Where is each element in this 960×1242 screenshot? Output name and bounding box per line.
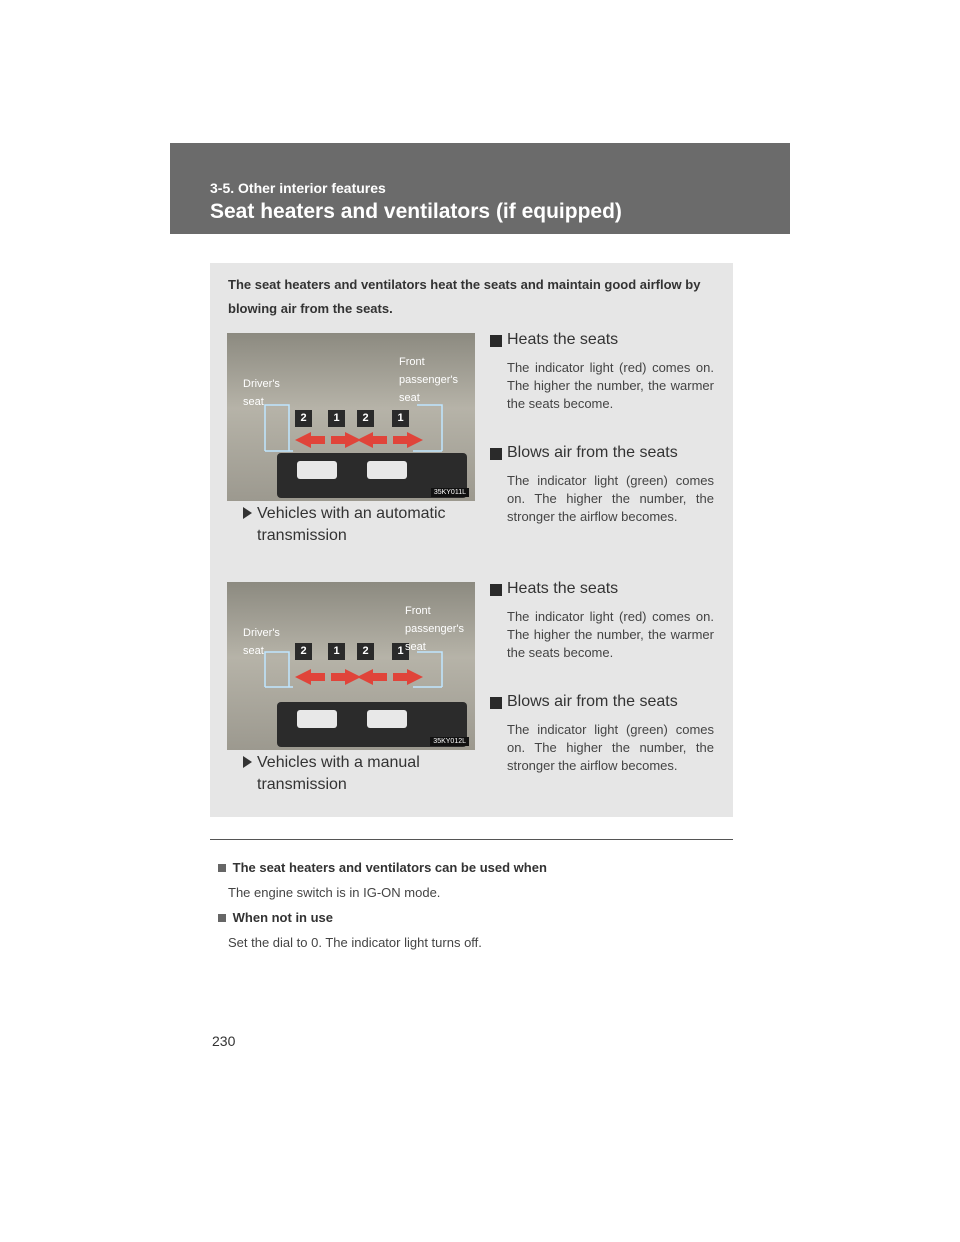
item-desc: The indicator light (red) comes on. The higher the number, the warmer the seats become. xyxy=(507,609,714,660)
note-heading-text: The seat heaters and ventilators can be used when xyxy=(232,860,547,875)
note-body: Set the dial to 0. The indicator light turns off. xyxy=(228,935,482,950)
divider xyxy=(210,839,733,840)
number-1-icon xyxy=(490,584,502,596)
figure-code: 35KY011L xyxy=(431,488,469,497)
figure-caption-manual xyxy=(257,752,472,796)
note-heading xyxy=(218,860,547,875)
badge: 2 xyxy=(295,410,312,427)
caption-text: Vehicles with an automatic transmission xyxy=(257,505,446,544)
figure-code: 35KY012L xyxy=(430,737,469,746)
passenger-seat-label: Front passenger's seat xyxy=(399,356,458,404)
badge: 2 xyxy=(295,643,312,660)
figure-caption-automatic xyxy=(257,503,472,547)
number-1-icon xyxy=(490,335,502,347)
badge: 1 xyxy=(328,410,345,427)
page-title: Seat heaters and ventilators (if equipped) xyxy=(210,200,622,223)
item-desc: The indicator light (green) comes on. The higher the number, the stronger the airflow becomes. xyxy=(507,722,714,773)
page-number: 230 xyxy=(212,1033,236,1049)
section-label: 3-5. Other interior features xyxy=(210,180,386,196)
intro-text: The seat heaters and ventilators heat the seats and maintain good airflow by blowing air from the seats. xyxy=(228,277,701,316)
item-heats-seats xyxy=(490,578,714,662)
badge: 1 xyxy=(328,643,345,660)
passenger-seat-label: Front passenger's seat xyxy=(405,605,464,653)
item-blows-air xyxy=(490,691,714,775)
info-box xyxy=(210,263,733,817)
badge: 1 xyxy=(392,410,409,427)
item-head: Heats the seats xyxy=(507,331,619,348)
header-band xyxy=(170,143,790,234)
item-blows-air xyxy=(490,442,714,526)
bullet-triangle-icon xyxy=(243,507,252,519)
bullet-triangle-icon xyxy=(243,756,252,768)
manual-seat-controls-photo xyxy=(227,582,475,750)
badge: 2 xyxy=(357,410,374,427)
item-head: Heats the seats xyxy=(507,580,619,597)
badge: 2 xyxy=(357,643,374,660)
number-2-icon xyxy=(490,448,502,460)
item-heats-seats xyxy=(490,329,714,413)
note-heading xyxy=(218,910,333,925)
item-head: Blows air from the seats xyxy=(507,693,678,710)
item-head: Blows air from the seats xyxy=(507,444,678,461)
automatic-seat-controls-photo xyxy=(227,333,475,501)
item-desc: The indicator light (red) comes on. The higher the number, the warmer the seats become. xyxy=(507,360,714,411)
caption-text: Vehicles with a manual transmission xyxy=(257,754,420,793)
square-bullet-icon xyxy=(218,914,226,922)
driver-seat-label: Driver's seat xyxy=(243,378,280,408)
note-body: The engine switch is in IG-ON mode. xyxy=(228,885,441,900)
note-heading-text: When not in use xyxy=(232,910,334,925)
number-2-icon xyxy=(490,697,502,709)
badge: 1 xyxy=(392,643,409,660)
driver-seat-label: Driver's seat xyxy=(243,627,280,657)
square-bullet-icon xyxy=(218,864,226,872)
item-desc: The indicator light (green) comes on. The higher the number, the stronger the airflow becomes. xyxy=(507,473,714,524)
